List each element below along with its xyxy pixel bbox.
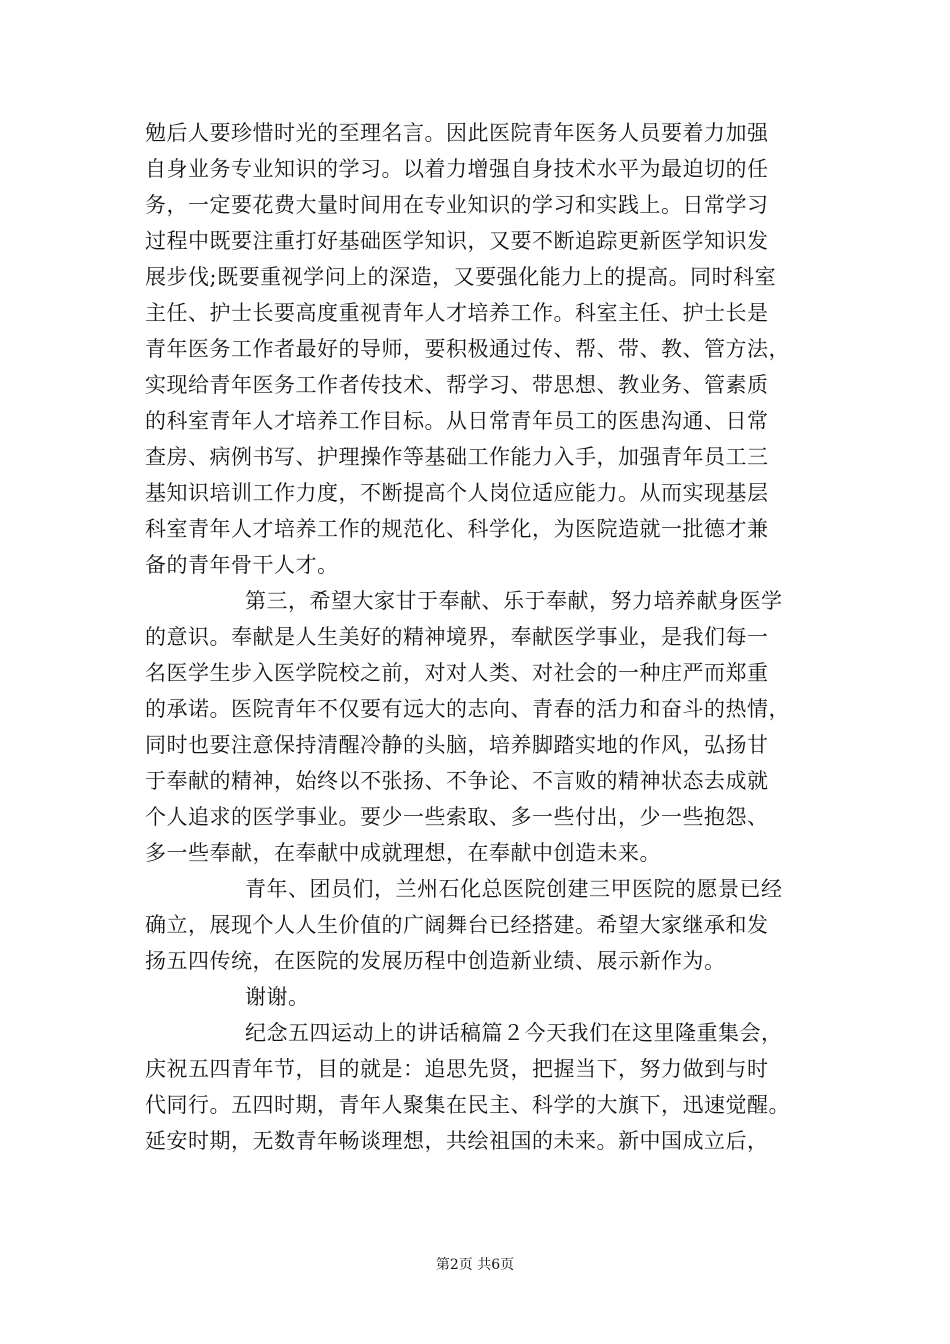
- current-page-number: 2: [449, 1257, 459, 1273]
- text-line: 科室青年人才培养工作的规范化、科学化，为医院造就一批德才兼: [145, 517, 769, 541]
- text-line: 多一些奉献，在奉献中成就理想，在奉献中创造未来。: [145, 841, 661, 865]
- text-line: 代同行。五四时期，青年人聚集在民主、科学的大旗下，迅速觉醒。: [145, 1093, 790, 1117]
- text-line: 扬五四传统，在医院的发展历程中创造新业绩、展示新作为。: [145, 949, 726, 973]
- body-text: [145, 115, 825, 1159]
- paragraph-start-line: 谢谢。: [245, 985, 310, 1009]
- paragraph-start-line: 青年、团员们，兰州石化总医院创建三甲医院的愿景已经: [245, 877, 783, 901]
- text-line: 同时也要注意保持清醒冷静的头脑，培养脚踏实地的作风，弘扬甘: [145, 733, 769, 757]
- paragraph-start-line: 第三，希望大家甘于奉献、乐于奉献，努力培养献身医学: [245, 589, 783, 613]
- text-line: 自身业务专业知识的学习。以着力增强自身技术水平为最迫切的任: [145, 157, 769, 181]
- text-line: 个人追求的医学事业。要少一些索取、多一些付出，少一些抱怨、: [145, 805, 769, 829]
- footer-middle: 页 共: [458, 1257, 492, 1273]
- page-footer: [0, 1254, 950, 1274]
- text-line: 的承诺。医院青年不仅要有远大的志向、青春的活力和奋斗的热情，: [145, 697, 790, 721]
- footer-suffix: 页: [500, 1257, 515, 1273]
- text-line: 主任、护士长要高度重视青年人才培养工作。科室主任、护士长是: [145, 301, 769, 325]
- paragraph-start-line: 纪念五四运动上的讲话稿篇２今天我们在这里隆重集会，: [245, 1021, 783, 1045]
- text-line: 备的青年骨干人才。: [145, 553, 339, 577]
- footer-prefix: 第: [435, 1257, 450, 1273]
- text-line: 的意识。奉献是人生美好的精神境界，奉献医学事业，是我们每一: [145, 625, 769, 649]
- text-line: 的科室青年人才培养工作目标。从日常青年员工的医患沟通、日常: [145, 409, 769, 433]
- text-line: 于奉献的精神，始终以不张扬、不争论、不言败的精神状态去成就: [145, 769, 769, 793]
- text-line: 基知识培训工作力度，不断提高个人岗位适应能力。从而实现基层: [145, 481, 769, 505]
- text-line: 勉后人要珍惜时光的至理名言。因此医院青年医务人员要着力加强: [145, 121, 769, 145]
- text-line: 庆祝五四青年节，目的就是：追思先贤，把握当下，努力做到与时: [145, 1057, 769, 1081]
- text-line: 确立，展现个人人生价值的广阔舞台已经搭建。希望大家继承和发: [145, 913, 769, 937]
- text-line: 展步伐;既要重视学问上的深造，又要强化能力上的提高。同时科室: [145, 265, 777, 289]
- text-line: 查房、病例书写、护理操作等基础工作能力入手，加强青年员工三: [145, 445, 769, 469]
- text-line: 青年医务工作者最好的导师，要积极通过传、帮、带、教、管方法，: [145, 337, 790, 361]
- text-line: 务，一定要花费大量时间用在专业知识的学习和实践上。日常学习: [145, 193, 769, 217]
- text-line: 过程中既要注重打好基础医学知识，又要不断追踪更新医学知识发: [145, 229, 769, 253]
- text-line: 名医学生步入医学院校之前，对对人类、对社会的一种庄严而郑重: [145, 661, 769, 685]
- text-line: 延安时期，无数青年畅谈理想，共绘祖国的未来。新中国成立后，: [145, 1129, 769, 1153]
- total-pages-number: 6: [491, 1257, 501, 1273]
- text-line: 实现给青年医务工作者传技术、帮学习、带思想、教业务、管素质: [145, 373, 769, 397]
